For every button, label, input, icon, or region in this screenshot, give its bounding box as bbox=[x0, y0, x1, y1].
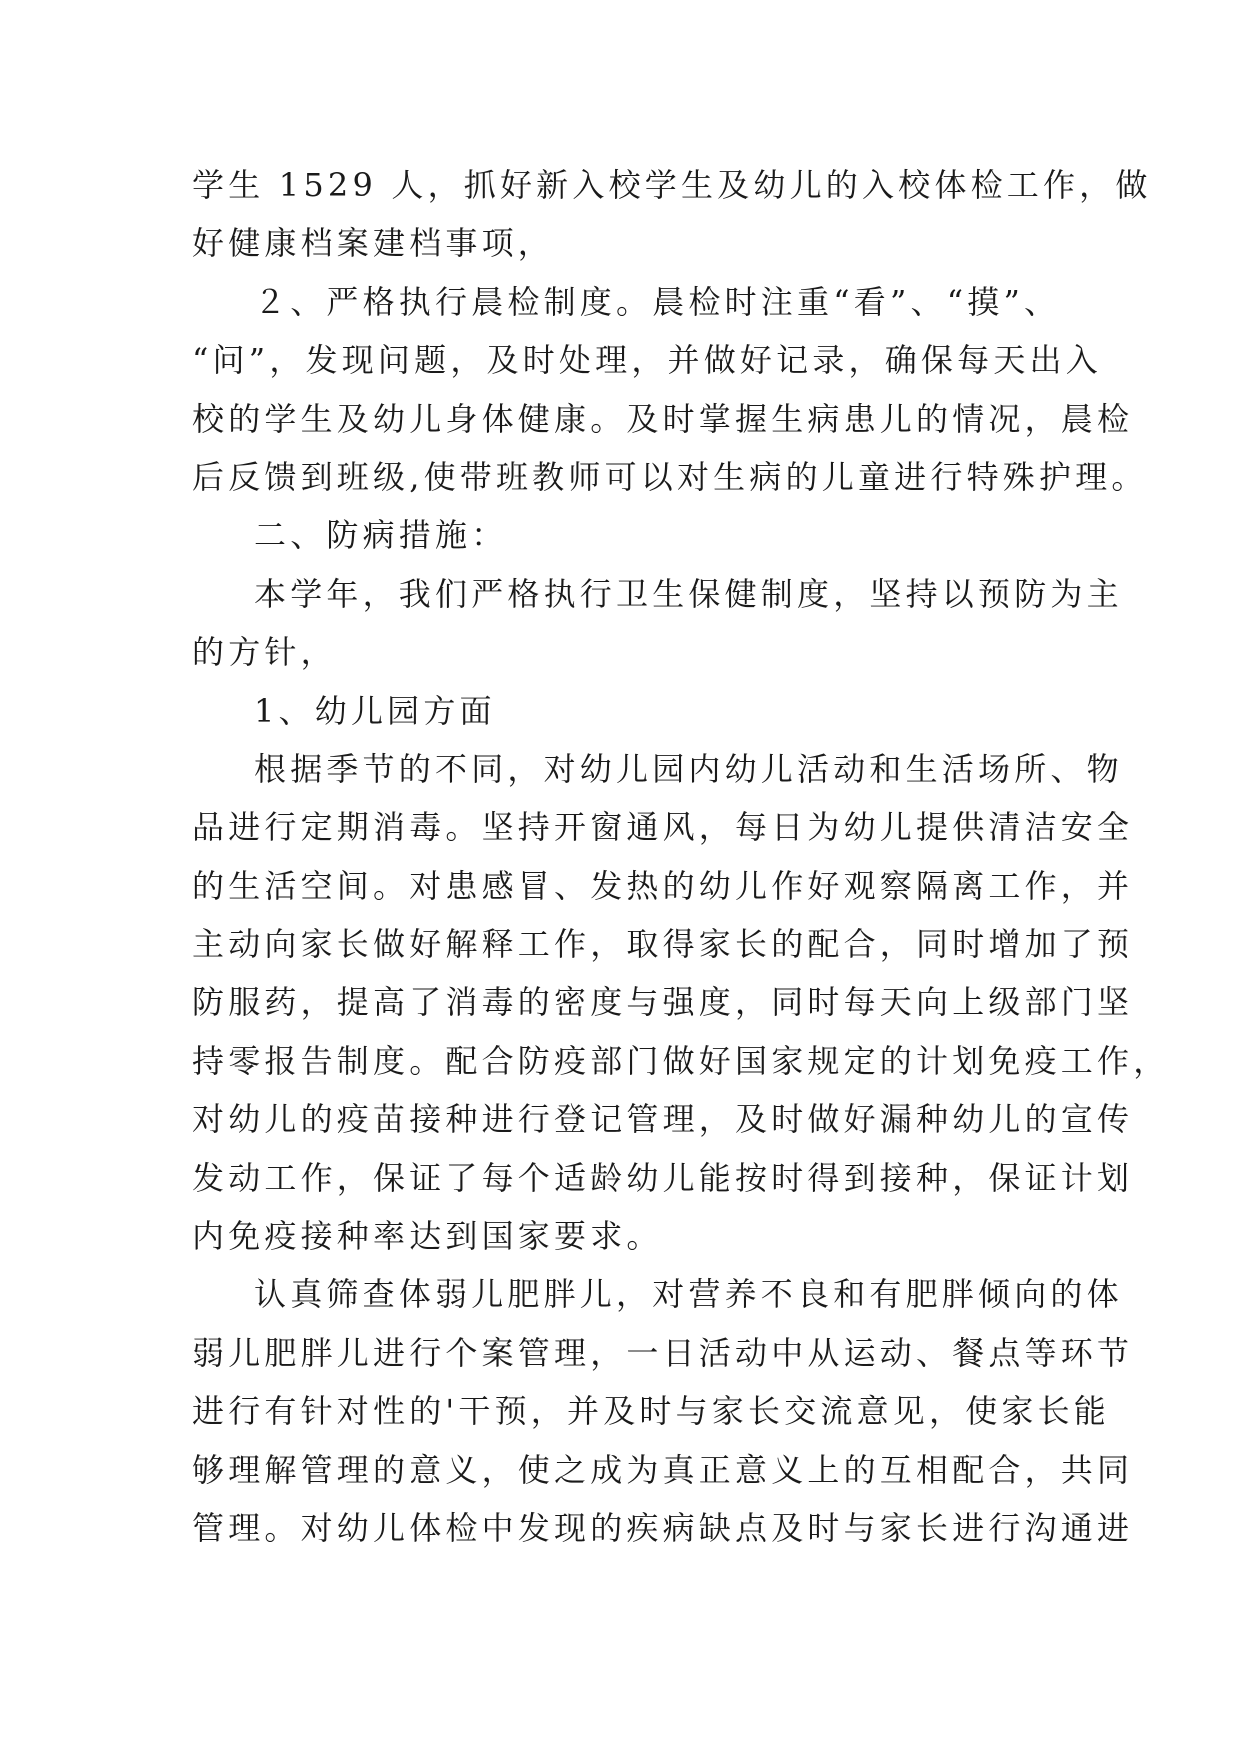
text-line: 的方针， bbox=[192, 633, 337, 672]
text-line: 防服药，提高了消毒的密度与强度，同时每天向上级部门坚 bbox=[192, 983, 1134, 1022]
text-line: 进行有针对性的'干预，并及时与家长交流意见，使家长能 bbox=[192, 1392, 1110, 1431]
text-line: 的生活空间。对患感冒、发热的幼儿作好观察隔离工作，并 bbox=[192, 866, 1134, 905]
text-line: “问”，发现问题，及时处理，并做好记录，确保每天出入 bbox=[192, 341, 1102, 380]
text-line: 主动向家长做好解释工作，取得家长的配合，同时增加了预 bbox=[192, 925, 1134, 964]
text-line: 后反馈到班级,使带班教师可以对生病的儿童进行特殊护理。 bbox=[192, 457, 1148, 496]
document-body bbox=[192, 156, 1170, 1557]
text-line: 对幼儿的疫苗接种进行登记管理，及时做好漏种幼儿的宣传 bbox=[192, 1100, 1134, 1139]
text-line: ２、严格执行晨检制度。晨检时注重“看”、“摸”、 bbox=[254, 282, 1061, 321]
text-line: 品进行定期消毒。坚持开窗通风，每日为幼儿提供清洁安全 bbox=[192, 808, 1134, 847]
text-line: 管理。对幼儿体检中发现的疾病缺点及时与家长进行沟通进 bbox=[192, 1508, 1134, 1547]
text-line: 好健康档案建档事项， bbox=[192, 224, 555, 263]
text-line: 学生 1529 人，抓好新入校学生及幼儿的入校体检工作，做 bbox=[192, 166, 1152, 204]
subsection-heading: 1、幼儿园方面 bbox=[254, 691, 496, 730]
text-line: 发动工作，保证了每个适龄幼儿能按时得到接种，保证计划 bbox=[192, 1158, 1134, 1197]
text-line: 根据季节的不同，对幼儿园内幼儿活动和生活场所、物 bbox=[254, 749, 1123, 788]
text-line: 弱儿肥胖儿进行个案管理，一日活动中从运动、餐点等环节 bbox=[192, 1333, 1134, 1372]
text-line: 认真筛查体弱儿肥胖儿，对营养不良和有肥胖倾向的体 bbox=[254, 1275, 1123, 1314]
text-line: 持零报告制度。配合防疫部门做好国家规定的计划免疫工作， bbox=[192, 1041, 1170, 1080]
text-line: 内免疫接种率达到国家要求。 bbox=[192, 1217, 663, 1256]
section-heading: 二、防病措施： bbox=[254, 516, 508, 555]
text-line: 够理解管理的意义，使之成为真正意义上的互相配合，共同 bbox=[192, 1450, 1134, 1489]
text-line: 本学年，我们严格执行卫生保健制度，坚持以预防为主 bbox=[254, 574, 1123, 613]
text-line: 校的学生及幼儿身体健康。及时掌握生病患儿的情况，晨检 bbox=[192, 399, 1134, 438]
